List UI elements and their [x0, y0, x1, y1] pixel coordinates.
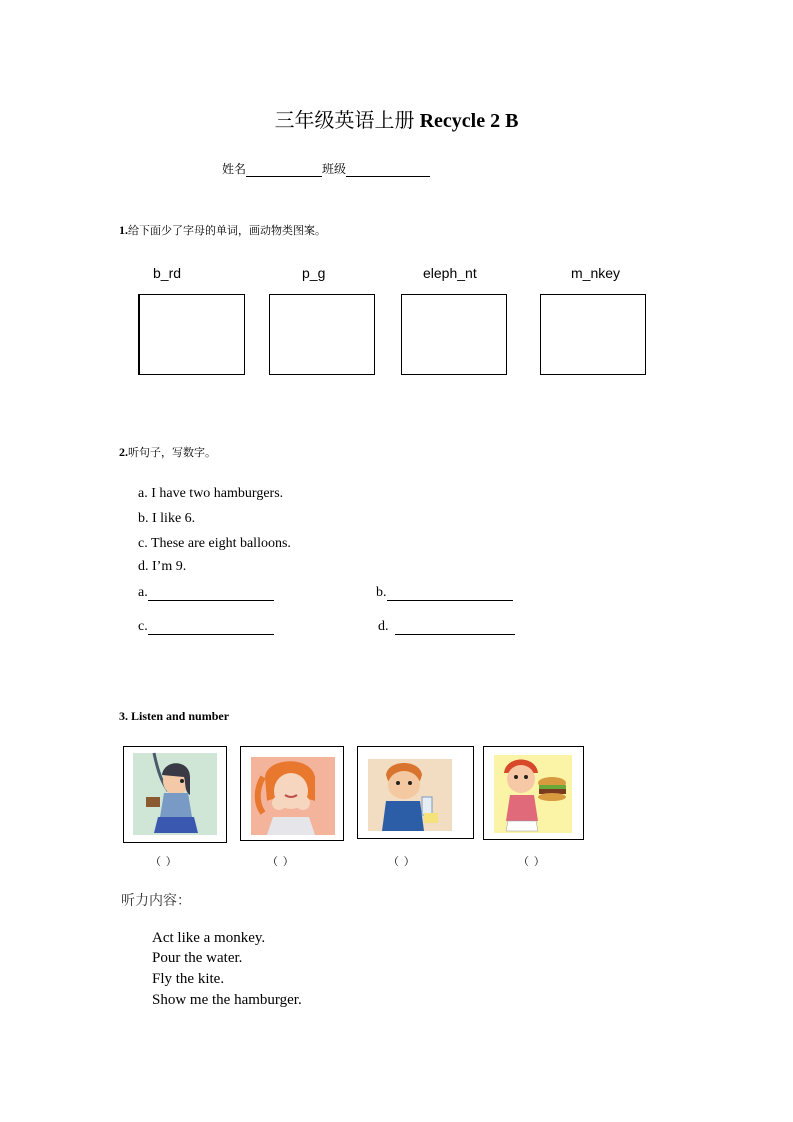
q1-drawing-box-4[interactable]	[540, 294, 646, 375]
q1-drawing-box-3[interactable]	[401, 294, 507, 375]
title-chinese: 三年级英语上册	[274, 110, 415, 132]
listening-label: 听力内容：	[121, 893, 191, 909]
q1-word-3: eleph_nt	[423, 265, 477, 281]
q2-number: 2.	[119, 445, 128, 459]
listening-line-4: Show me the hamburger.	[152, 992, 302, 1008]
q1-instruction: 给下面少了字母的单词，画动物类图案。	[128, 224, 326, 237]
q3-answer-2[interactable]: （ ）	[267, 856, 295, 868]
q3-answer-1[interactable]: （ ）	[150, 856, 178, 868]
q1-word-1: b_rd	[153, 265, 182, 281]
q2-answer-d-field[interactable]	[395, 620, 515, 635]
class-field[interactable]	[346, 162, 430, 177]
q1-word-2: p_g	[302, 265, 326, 281]
q1-drawing-box-1[interactable]	[138, 294, 245, 375]
q1-word-4: m_nkey	[571, 265, 621, 281]
listening-line-3: Fly the kite.	[152, 971, 225, 987]
q3-answer-3[interactable]: （ ）	[388, 856, 416, 868]
q3-heading: 3. Listen and number	[119, 709, 230, 723]
q2-answer-b-field[interactable]	[387, 586, 513, 601]
q1-number: 1.	[119, 223, 128, 237]
q2-answer-c-field[interactable]	[148, 620, 274, 635]
q2-instruction: 听句子，写数字。	[128, 446, 216, 459]
girl-illustration	[241, 747, 343, 840]
listening-line-1: Act like a monkey.	[152, 930, 266, 946]
q3-answer-4[interactable]: （ ）	[518, 856, 546, 868]
monkey-act-picture	[123, 746, 227, 843]
name-label: 姓名	[222, 162, 247, 176]
q2-answer-d	[378, 619, 515, 635]
q2-answer-c	[138, 619, 274, 635]
q1-drawing-box-2[interactable]	[269, 294, 375, 375]
name-field[interactable]	[246, 162, 322, 177]
q2-answer-b-label: b.	[376, 585, 387, 600]
q2-sentence-a: a. I have two hamburgers.	[138, 486, 284, 501]
q2-sentence-d: d. I’m 9.	[138, 559, 187, 574]
boy-illustration	[358, 747, 473, 838]
q2-answer-d-label: d.	[378, 619, 389, 634]
q1-heading	[119, 222, 326, 238]
q2-answer-a	[138, 585, 274, 601]
page-title	[0, 104, 793, 133]
hamburger-picture	[483, 746, 584, 840]
fly-kite-picture	[357, 746, 474, 839]
listening-line-2: Pour the water.	[152, 950, 243, 966]
name-class-bar	[222, 160, 430, 177]
q2-answer-c-label: c.	[138, 619, 148, 634]
pour-water-picture	[240, 746, 344, 841]
q2-sentence-b: b. I like 6.	[138, 511, 196, 526]
title-english: Recycle 2 B	[419, 110, 519, 132]
hamburger-boy-illustration	[484, 747, 583, 839]
q2-answer-b	[376, 585, 513, 601]
q2-answer-a-label: a.	[138, 585, 148, 600]
q2-heading	[119, 444, 216, 460]
monkey-act-illustration	[124, 747, 226, 842]
class-label: 班级	[322, 162, 347, 176]
q2-answer-a-field[interactable]	[148, 586, 274, 601]
q2-sentence-c: c. These are eight balloons.	[138, 536, 291, 551]
